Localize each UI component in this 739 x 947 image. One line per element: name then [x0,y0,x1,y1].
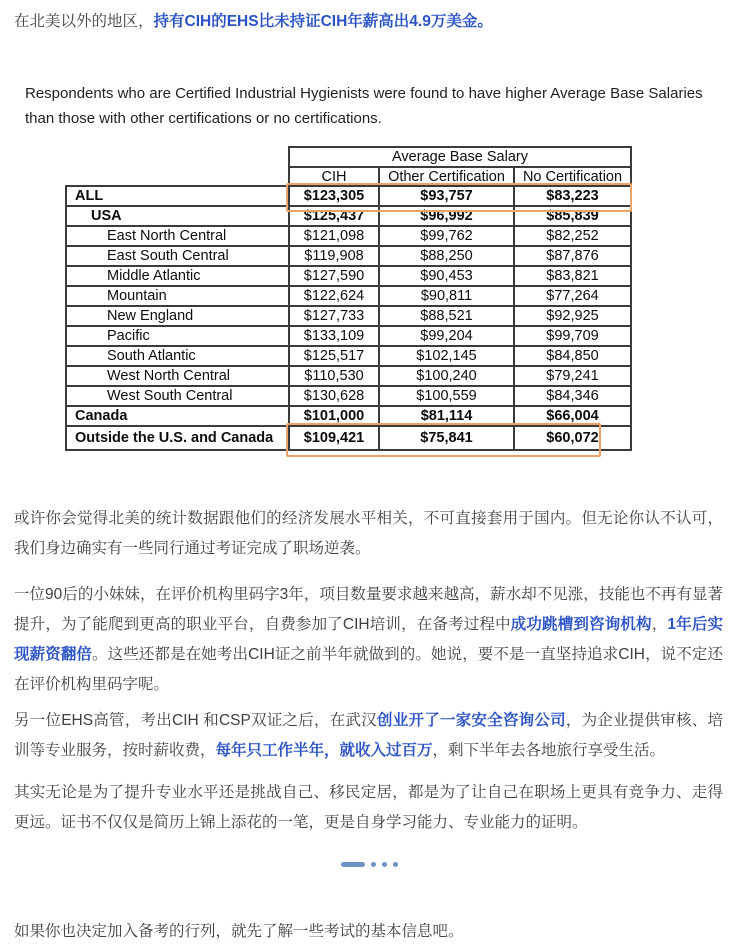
table-row-canada [66,406,631,426]
table-group-header: Average Base Salary [289,147,631,167]
section-divider [0,862,739,867]
cell-value: $125,517 [289,346,379,366]
paragraph-2-highlight-1: 成功跳槽到咨询机构 [510,616,652,633]
cell-value: $84,346 [514,386,631,406]
intro-text: 在北美以外的地区， [14,13,154,30]
cell-value: $88,521 [379,306,514,326]
cell-value: $101,000 [289,406,379,426]
cell-value: $100,559 [379,386,514,406]
cell-value: $99,709 [514,326,631,346]
paragraph-2-text: 。这些还都是在她考出CIH证之前半年就做到的。她说，要不是一直坚持追求CIH，说不定还在评价机构里码字呢。 [14,646,723,693]
column-header-no-certification: No Certification [514,167,631,186]
cell-value: $87,876 [514,246,631,266]
cell-value: $84,850 [514,346,631,366]
cell-value: $100,240 [379,366,514,386]
intro-paragraph [14,7,723,37]
cell-value: $119,908 [289,246,379,266]
cell-value: $88,250 [379,246,514,266]
cell-value: $110,530 [289,366,379,386]
row-label: East South Central [66,246,289,266]
cell-value: $99,204 [379,326,514,346]
table-row-south-atlantic [66,346,631,366]
paragraph-3-text: ，为企业提供审核、培训等专业服务，按时薪收费， [14,712,723,759]
cell-value: $81,114 [379,406,514,426]
cell-value: $96,992 [379,206,514,226]
cell-value: $60,072 [514,426,631,450]
divider-dot-icon [382,862,387,867]
cell-value: $92,925 [514,306,631,326]
table-row-middle-atlantic [66,266,631,286]
table-row-mountain [66,286,631,306]
row-label: West South Central [66,386,289,406]
cell-value: $127,590 [289,266,379,286]
table-row-pacific [66,326,631,346]
cell-value: $82,252 [514,226,631,246]
cell-value: $93,757 [379,186,514,206]
row-label: East North Central [66,226,289,246]
divider-dot-icon [371,862,376,867]
paragraph-1-text: 或许你会觉得北美的统计数据跟他们的经济发展水平相关，不可直接套用于国内。但无论你认不认可，我们身边确实有一些同行通过考证完成了职场逆袭。 [14,510,723,557]
row-label: South Atlantic [66,346,289,366]
paragraph-2-highlight-2: 1年后实现薪资翻倍 [14,616,723,663]
article-page [0,7,739,947]
cell-value: $90,811 [379,286,514,306]
table-row-usa [66,206,631,226]
paragraph-4 [14,778,723,838]
table-group-header-row [66,147,631,167]
cell-value: $85,839 [514,206,631,226]
table-column-header-row [66,167,631,186]
row-label: Outside the U.S. and Canada [66,426,289,450]
salary-report-figure [0,81,739,458]
salary-table [65,146,632,451]
salary-table-container [65,146,650,458]
cell-value: $99,762 [379,226,514,246]
row-label: New England [66,306,289,326]
paragraph-2-text: ， [651,616,668,633]
column-header-other-certification: Other Certification [379,167,514,186]
row-label: USA [66,206,289,226]
cell-value: $127,733 [289,306,379,326]
paragraph-5-text: 如果你也决定加入备考的行列，就先了解一些考试的基本信息吧。 [14,923,464,940]
paragraph-4-text: 其实无论是为了提升专业水平还是挑战自己、移民定居，都是为了让自己在职场上更具有竞争力、走得更远。证书不仅仅是简历上锦上添花的一笔，更是自身学习能力、专业能力的证明。 [14,784,723,831]
table-blank-corner [66,147,289,167]
table-row-west-south-central [66,386,631,406]
report-caption: Respondents who are Certified Industrial Hygienists were found to have higher Average Base Salaries than those with other certifications or no certifications. [25,85,703,127]
cell-value: $133,109 [289,326,379,346]
cell-value: $90,453 [379,266,514,286]
cell-value: $109,421 [289,426,379,450]
table-blank-corner [66,167,289,186]
paragraph-3-highlight-2: 每年只工作半年，就收入过百万 [215,742,433,759]
divider-dash-icon [341,862,365,867]
table-row-east-south-central [66,246,631,266]
row-label: Canada [66,406,289,426]
row-label: ALL [66,186,289,206]
cell-value: $123,305 [289,186,379,206]
table-row-outside-us-canada [66,426,631,450]
divider-dot-icon [393,862,398,867]
cell-value: $102,145 [379,346,514,366]
cell-value: $130,628 [289,386,379,406]
cell-value: $79,241 [514,366,631,386]
row-label: Middle Atlantic [66,266,289,286]
table-row-west-north-central [66,366,631,386]
table-row-new-england [66,306,631,326]
table-row-all [66,186,631,206]
column-header-cih: CIH [289,167,379,186]
cell-value: $66,004 [514,406,631,426]
cell-value: $125,437 [289,206,379,226]
row-label: Mountain [66,286,289,306]
paragraph-1 [14,504,723,564]
cell-value: $83,223 [514,186,631,206]
table-row-east-north-central [66,226,631,246]
cell-value: $121,098 [289,226,379,246]
cell-value: $75,841 [379,426,514,450]
paragraph-3 [14,706,723,766]
cell-value: $77,264 [514,286,631,306]
paragraph-2 [14,580,723,700]
paragraph-3-highlight-1: 创业开了一家安全咨询公司 [376,712,566,729]
cell-value: $122,624 [289,286,379,306]
intro-highlight-text: 持有CIH的EHS比未持证CIH年薪高出4.9万美金。 [153,13,493,30]
paragraph-3-text: 另一位EHS高管，考出CIH 和CSP双证之后，在武汉 [14,712,377,729]
cell-value: $83,821 [514,266,631,286]
paragraph-2-text: 一位90后的小妹妹，在评价机构里码字3年，项目数量要求越来越高，薪水却不见涨，技能也不再有显著提升，为了能爬到更高的职业平台，自费参加了CIH培训，在备考过程中 [14,586,723,633]
paragraph-3-text: ，剩下半年去各地旅行享受生活。 [432,742,666,759]
row-label: Pacific [66,326,289,346]
paragraph-5 [14,917,723,947]
row-label: West North Central [66,366,289,386]
